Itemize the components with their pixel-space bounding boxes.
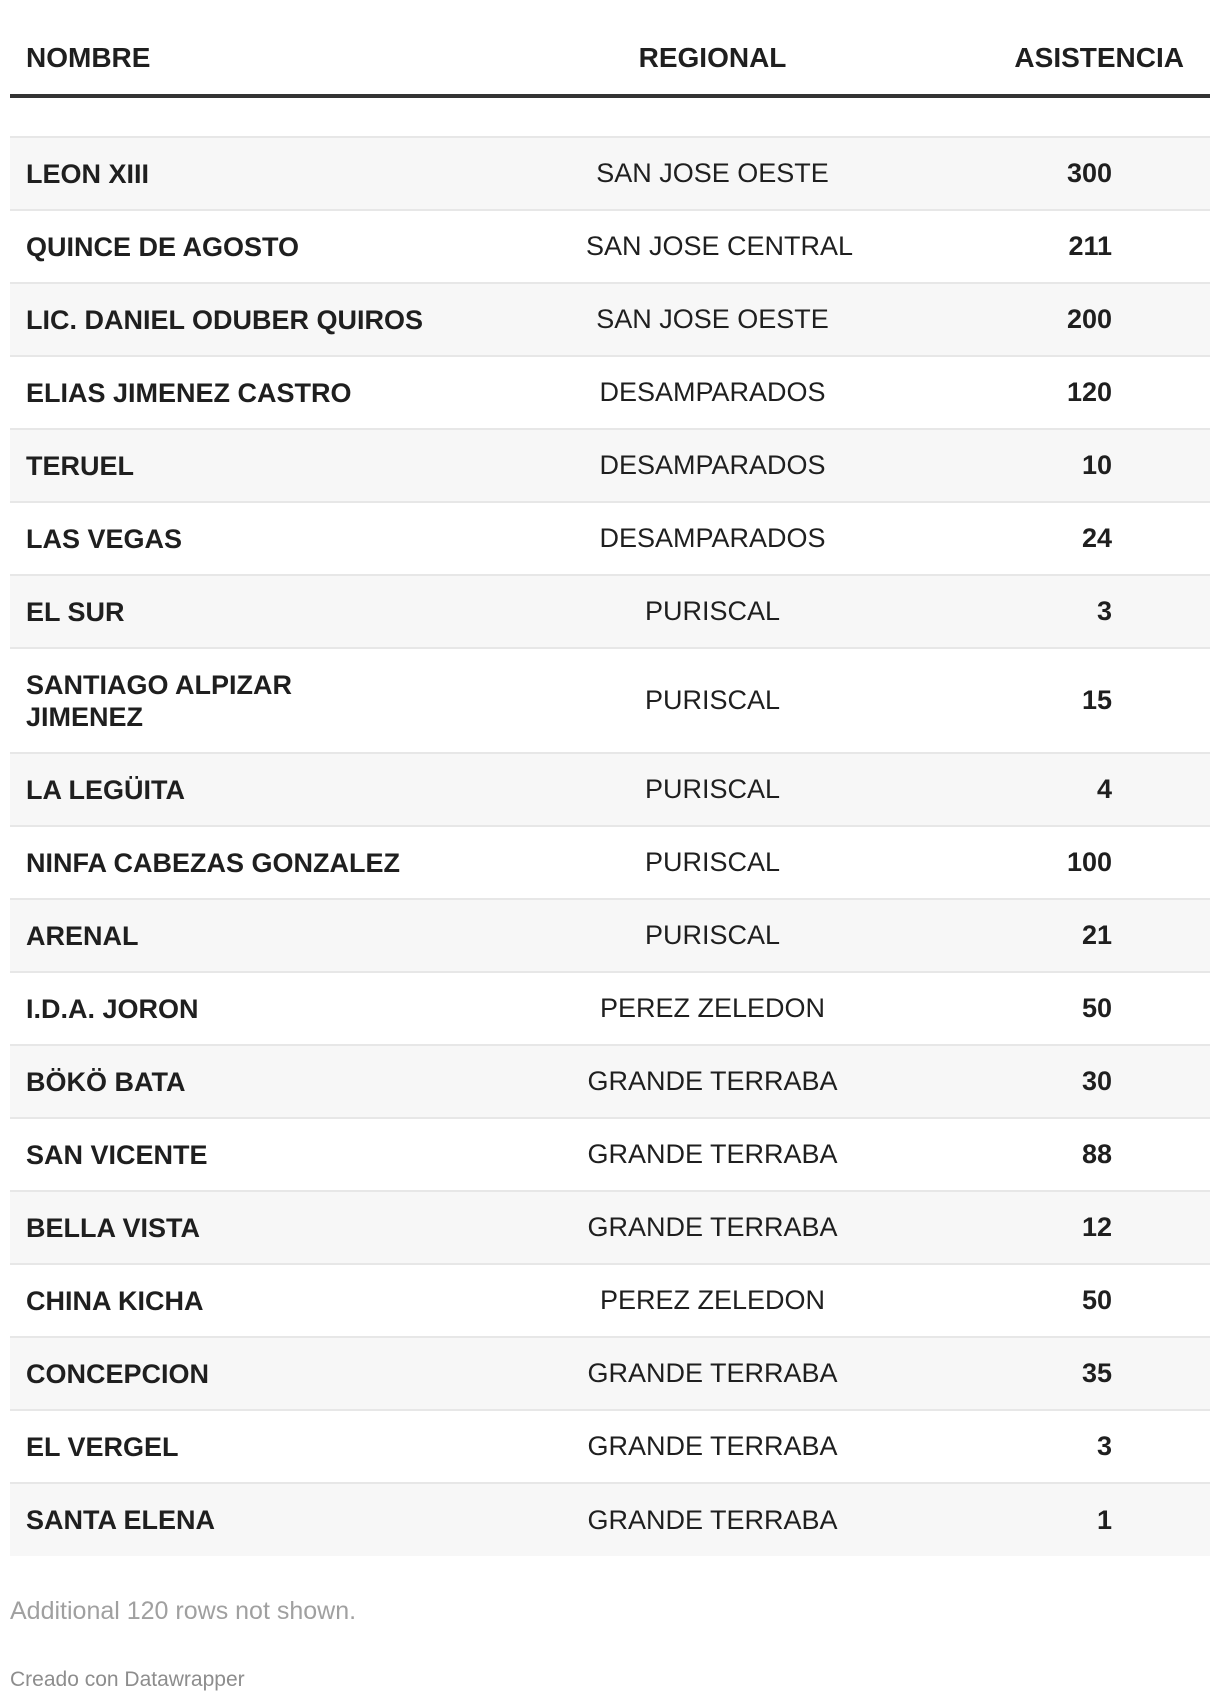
table-row — [10, 1118, 1210, 1191]
cell-regional: GRANDE TERRABA — [570, 1191, 855, 1264]
table-body — [10, 96, 1210, 1556]
cell-asistencia: 24 — [855, 502, 1210, 575]
cell-nombre-text: LA LEGÜITA — [26, 774, 185, 805]
cell-regional: SAN JOSE OESTE — [570, 283, 855, 356]
cell-nombre-text: ARENAL — [26, 920, 139, 951]
cell-regional: PURISCAL — [570, 899, 855, 972]
table-row — [10, 502, 1210, 575]
cell-regional: DESAMPARADOS — [570, 502, 855, 575]
cell-regional: PURISCAL — [570, 575, 855, 648]
cell-nombre-text: QUINCE DE AGOSTO — [26, 231, 300, 262]
cell-nombre — [10, 575, 570, 648]
cell-nombre — [10, 1337, 570, 1410]
cell-nombre — [10, 753, 570, 826]
cell-asistencia: 3 — [855, 1410, 1210, 1483]
cell-regional: PEREZ ZELEDON — [570, 1264, 855, 1337]
cell-nombre-text: SANTA ELENA — [26, 1505, 215, 1535]
cell-regional: DESAMPARADOS — [570, 429, 855, 502]
cell-nombre-text: EL VERGEL — [26, 1431, 179, 1462]
cell-nombre — [10, 137, 570, 210]
cell-nombre-text: BELLA VISTA — [26, 1212, 200, 1243]
cell-asistencia: 4 — [855, 753, 1210, 826]
table-row — [10, 1337, 1210, 1410]
table-row — [10, 137, 1210, 210]
cell-regional: PEREZ ZELEDON — [570, 972, 855, 1045]
cell-nombre-text: ELIAS JIMENEZ CASTRO — [26, 377, 352, 408]
table-row — [10, 1191, 1210, 1264]
cell-asistencia: 50 — [855, 1264, 1210, 1337]
cell-asistencia: 30 — [855, 1045, 1210, 1118]
table-row — [10, 826, 1210, 899]
table-row — [10, 648, 1210, 753]
cell-asistencia: 35 — [855, 1337, 1210, 1410]
cell-asistencia: 200 — [855, 283, 1210, 356]
header-spacer — [10, 96, 1210, 137]
cell-nombre — [10, 356, 570, 429]
cell-nombre-text: SAN VICENTE — [26, 1139, 208, 1170]
table-row — [10, 753, 1210, 826]
cell-asistencia: 3 — [855, 575, 1210, 648]
table-row — [10, 283, 1210, 356]
cell-regional: GRANDE TERRABA — [570, 1483, 855, 1556]
cell-asistencia: 300 — [855, 137, 1210, 210]
cell-nombre-text: EL SUR — [26, 596, 125, 627]
cell-nombre — [10, 826, 570, 899]
cell-asistencia: 88 — [855, 1118, 1210, 1191]
cell-nombre — [10, 1264, 570, 1337]
table-row — [10, 429, 1210, 502]
table-row — [10, 356, 1210, 429]
datawrapper-credit[interactable]: Creado con Datawrapper — [10, 1668, 245, 1691]
cell-nombre — [10, 972, 570, 1045]
cell-asistencia: 120 — [855, 356, 1210, 429]
cell-nombre — [10, 210, 570, 283]
data-table — [10, 0, 1210, 1556]
cell-nombre-text: I.D.A. JORON — [26, 993, 199, 1024]
cell-nombre — [10, 1045, 570, 1118]
table-notes: Additional 120 rows not shown. — [10, 1597, 357, 1625]
cell-nombre-text: TERUEL — [26, 450, 134, 481]
cell-asistencia: 21 — [855, 899, 1210, 972]
table-header — [10, 0, 1210, 96]
cell-regional: GRANDE TERRABA — [570, 1118, 855, 1191]
cell-nombre — [10, 502, 570, 575]
table-row — [10, 210, 1210, 283]
header-row — [10, 0, 1210, 96]
cell-nombre — [10, 1118, 570, 1191]
cell-nombre-text: SANTIAGO ALPIZAR JIMENEZ — [26, 669, 292, 732]
table-row — [10, 575, 1210, 648]
cell-regional: PURISCAL — [570, 826, 855, 899]
table-row — [10, 1045, 1210, 1118]
cell-regional: GRANDE TERRABA — [570, 1410, 855, 1483]
cell-regional: PURISCAL — [570, 753, 855, 826]
cell-nombre-text: CHINA KICHA — [26, 1285, 204, 1316]
table-row — [10, 1264, 1210, 1337]
cell-nombre — [10, 899, 570, 972]
cell-regional: SAN JOSE OESTE — [570, 137, 855, 210]
cell-asistencia: 15 — [855, 648, 1210, 753]
cell-nombre — [10, 1191, 570, 1264]
cell-regional: PURISCAL — [570, 648, 855, 753]
cell-nombre-text: CONCEPCION — [26, 1358, 210, 1389]
cell-asistencia: 211 — [855, 210, 1210, 283]
cell-nombre-text: NINFA CABEZAS GONZALEZ — [26, 847, 400, 878]
column-header-regional[interactable]: REGIONAL — [570, 0, 855, 96]
cell-nombre-text: LAS VEGAS — [26, 523, 183, 554]
cell-nombre — [10, 1483, 570, 1556]
cell-regional: SAN JOSE CENTRAL — [570, 210, 855, 283]
data-table-container — [10, 0, 1210, 1556]
cell-asistencia: 10 — [855, 429, 1210, 502]
table-row — [10, 899, 1210, 972]
cell-regional: GRANDE TERRABA — [570, 1045, 855, 1118]
table-row — [10, 1483, 1210, 1556]
column-header-nombre[interactable]: NOMBRE — [10, 0, 570, 96]
cell-regional: GRANDE TERRABA — [570, 1337, 855, 1410]
cell-nombre — [10, 283, 570, 356]
cell-asistencia: 100 — [855, 826, 1210, 899]
header-spacer-cell — [10, 96, 1210, 137]
cell-asistencia: 1 — [855, 1483, 1210, 1556]
column-header-asistencia[interactable]: ASISTENCIA — [855, 0, 1210, 96]
cell-nombre — [10, 648, 570, 753]
table-row — [10, 972, 1210, 1045]
cell-regional: DESAMPARADOS — [570, 356, 855, 429]
cell-nombre — [10, 1410, 570, 1483]
cell-nombre-text: BÖKÖ BATA — [26, 1066, 186, 1097]
table-row — [10, 1410, 1210, 1483]
cell-asistencia: 50 — [855, 972, 1210, 1045]
cell-nombre — [10, 429, 570, 502]
cell-nombre-text: LIC. DANIEL ODUBER QUIROS — [26, 304, 424, 335]
cell-asistencia: 12 — [855, 1191, 1210, 1264]
cell-nombre-text: LEON XIII — [26, 158, 150, 189]
